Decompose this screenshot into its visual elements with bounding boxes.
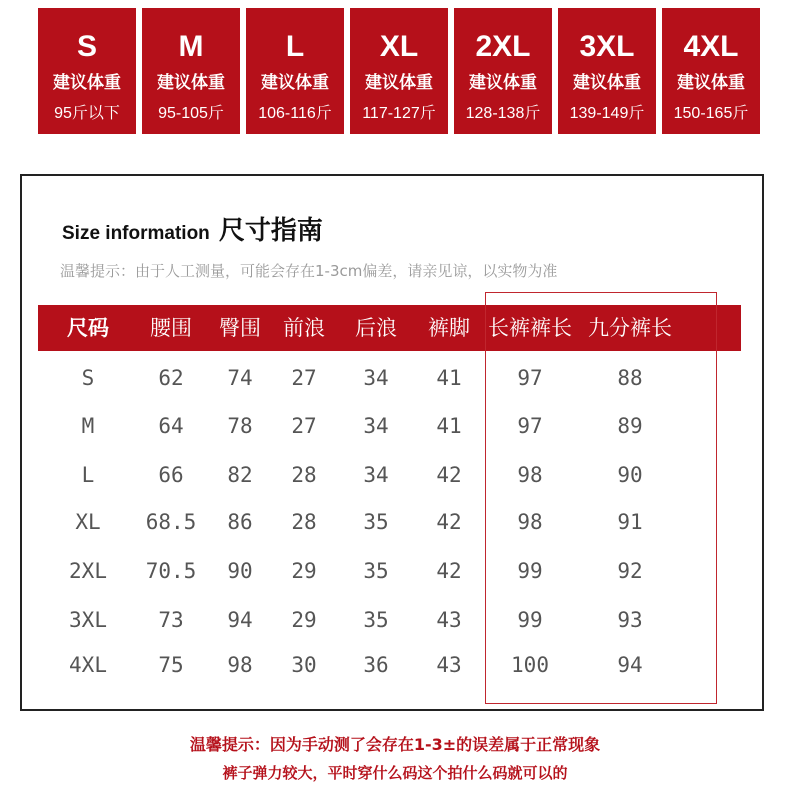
- cell-leg-opening: 42: [436, 463, 462, 487]
- card-size: M: [178, 30, 204, 63]
- note-line-2: 裤子弹力较大，平时穿什么码这个拍什么码就可以的: [222, 764, 568, 782]
- cell-back-rise: 35: [363, 510, 389, 534]
- cell-back-rise: 34: [363, 414, 389, 438]
- card-label: 建议体重: [469, 73, 537, 93]
- cell-back-rise: 35: [363, 608, 389, 632]
- cell-waist: 75: [158, 653, 184, 677]
- cell-size: M: [81, 414, 95, 438]
- cell-cropped-length: 88: [617, 366, 643, 390]
- card-label: 建议体重: [677, 73, 745, 93]
- header-cropped-length: 九分裤长: [588, 316, 672, 340]
- header-leg-opening: 裤脚: [428, 316, 470, 340]
- size-card-xl: [350, 8, 448, 134]
- cell-hip: 82: [227, 463, 253, 487]
- cell-pants-length: 99: [517, 608, 543, 632]
- guide-title: [62, 210, 323, 247]
- cell-pants-length: 99: [517, 559, 543, 583]
- cell-front-rise: 27: [291, 414, 317, 438]
- measurement-tip: 温馨提示：由于人工测量，可能会存在1-3cm偏差，请亲见谅，以实物为准: [60, 262, 558, 280]
- header-hip: 臀围: [219, 316, 261, 340]
- card-size: 2XL: [475, 30, 531, 63]
- cell-size: 3XL: [69, 608, 107, 632]
- header-pants-length: 长裤裤长: [488, 316, 572, 340]
- size-card-2xl: [454, 8, 552, 134]
- card-weight: 95-105斤: [158, 105, 224, 122]
- cell-front-rise: 27: [291, 366, 317, 390]
- cell-hip: 78: [227, 414, 253, 438]
- cell-pants-length: 97: [517, 366, 543, 390]
- cell-front-rise: 28: [291, 463, 317, 487]
- size-card-s: [38, 8, 136, 134]
- cell-leg-opening: 41: [436, 414, 462, 438]
- cell-pants-length: 97: [517, 414, 543, 438]
- cell-leg-opening: 43: [436, 653, 462, 677]
- card-size: L: [285, 30, 305, 63]
- card-size: S: [76, 30, 97, 63]
- cell-back-rise: 34: [363, 463, 389, 487]
- header-back-rise: 后浪: [355, 316, 397, 340]
- card-size: XL: [379, 30, 419, 63]
- size-card-m: [142, 8, 240, 134]
- cell-leg-opening: 41: [436, 366, 462, 390]
- cell-leg-opening: 43: [436, 608, 462, 632]
- cell-hip: 74: [227, 366, 253, 390]
- note-line-1: 温馨提示：因为手动测了会存在1-3±的误差属于正常现象: [189, 735, 601, 754]
- cell-waist: 70.5: [145, 559, 197, 583]
- cell-size: XL: [75, 510, 101, 534]
- size-card-3xl: [558, 8, 656, 134]
- header-waist: 腰围: [150, 316, 192, 340]
- cell-cropped-length: 94: [617, 653, 643, 677]
- cell-hip: 98: [227, 653, 253, 677]
- cell-hip: 94: [227, 608, 253, 632]
- cell-cropped-length: 92: [617, 559, 643, 583]
- cell-cropped-length: 90: [617, 463, 643, 487]
- cell-leg-opening: 42: [436, 510, 462, 534]
- guide-title-zh: 尺寸指南: [218, 216, 323, 246]
- cell-back-rise: 35: [363, 559, 389, 583]
- cell-size: 2XL: [69, 559, 107, 583]
- cell-waist: 68.5: [145, 510, 197, 534]
- cell-back-rise: 34: [363, 366, 389, 390]
- cell-waist: 66: [158, 463, 184, 487]
- cell-pants-length: 98: [517, 463, 543, 487]
- card-label: 建议体重: [53, 73, 121, 93]
- guide-title-en: Size information: [62, 223, 210, 244]
- card-weight: 95斤以下: [54, 105, 120, 122]
- header-front-rise: 前浪: [283, 316, 325, 340]
- cell-leg-opening: 42: [436, 559, 462, 583]
- length-columns-highlight: [485, 292, 717, 704]
- size-card-l: [246, 8, 344, 134]
- size-cards: [38, 8, 764, 134]
- cell-size: 4XL: [69, 653, 107, 677]
- cell-waist: 73: [158, 608, 184, 632]
- cell-hip: 86: [227, 510, 253, 534]
- cell-front-rise: 29: [291, 608, 317, 632]
- cell-back-rise: 36: [363, 653, 389, 677]
- card-weight: 117-127斤: [362, 105, 436, 122]
- size-card-4xl: [662, 8, 760, 134]
- cell-waist: 64: [158, 414, 184, 438]
- card-label: 建议体重: [365, 73, 433, 93]
- cell-cropped-length: 93: [617, 608, 643, 632]
- cell-front-rise: 30: [291, 653, 317, 677]
- cell-size: S: [81, 366, 95, 390]
- card-weight: 139-149斤: [569, 105, 645, 122]
- cell-hip: 90: [227, 559, 253, 583]
- cell-front-rise: 28: [291, 510, 317, 534]
- cell-cropped-length: 91: [617, 510, 643, 534]
- card-label: 建议体重: [157, 73, 225, 93]
- card-size: 3XL: [579, 30, 635, 63]
- cell-cropped-length: 89: [617, 414, 643, 438]
- header-size: 尺码: [67, 316, 109, 340]
- cell-front-rise: 29: [291, 559, 317, 583]
- card-weight: 150-165斤: [673, 105, 749, 122]
- cell-waist: 62: [158, 366, 184, 390]
- card-label: 建议体重: [261, 73, 329, 93]
- card-weight: 106-116斤: [258, 105, 332, 122]
- cell-pants-length: 98: [517, 510, 543, 534]
- cell-size: L: [81, 463, 95, 487]
- cell-pants-length: 100: [511, 653, 549, 677]
- card-size: 4XL: [683, 30, 739, 63]
- card-weight: 128-138斤: [465, 105, 541, 122]
- card-label: 建议体重: [573, 73, 641, 93]
